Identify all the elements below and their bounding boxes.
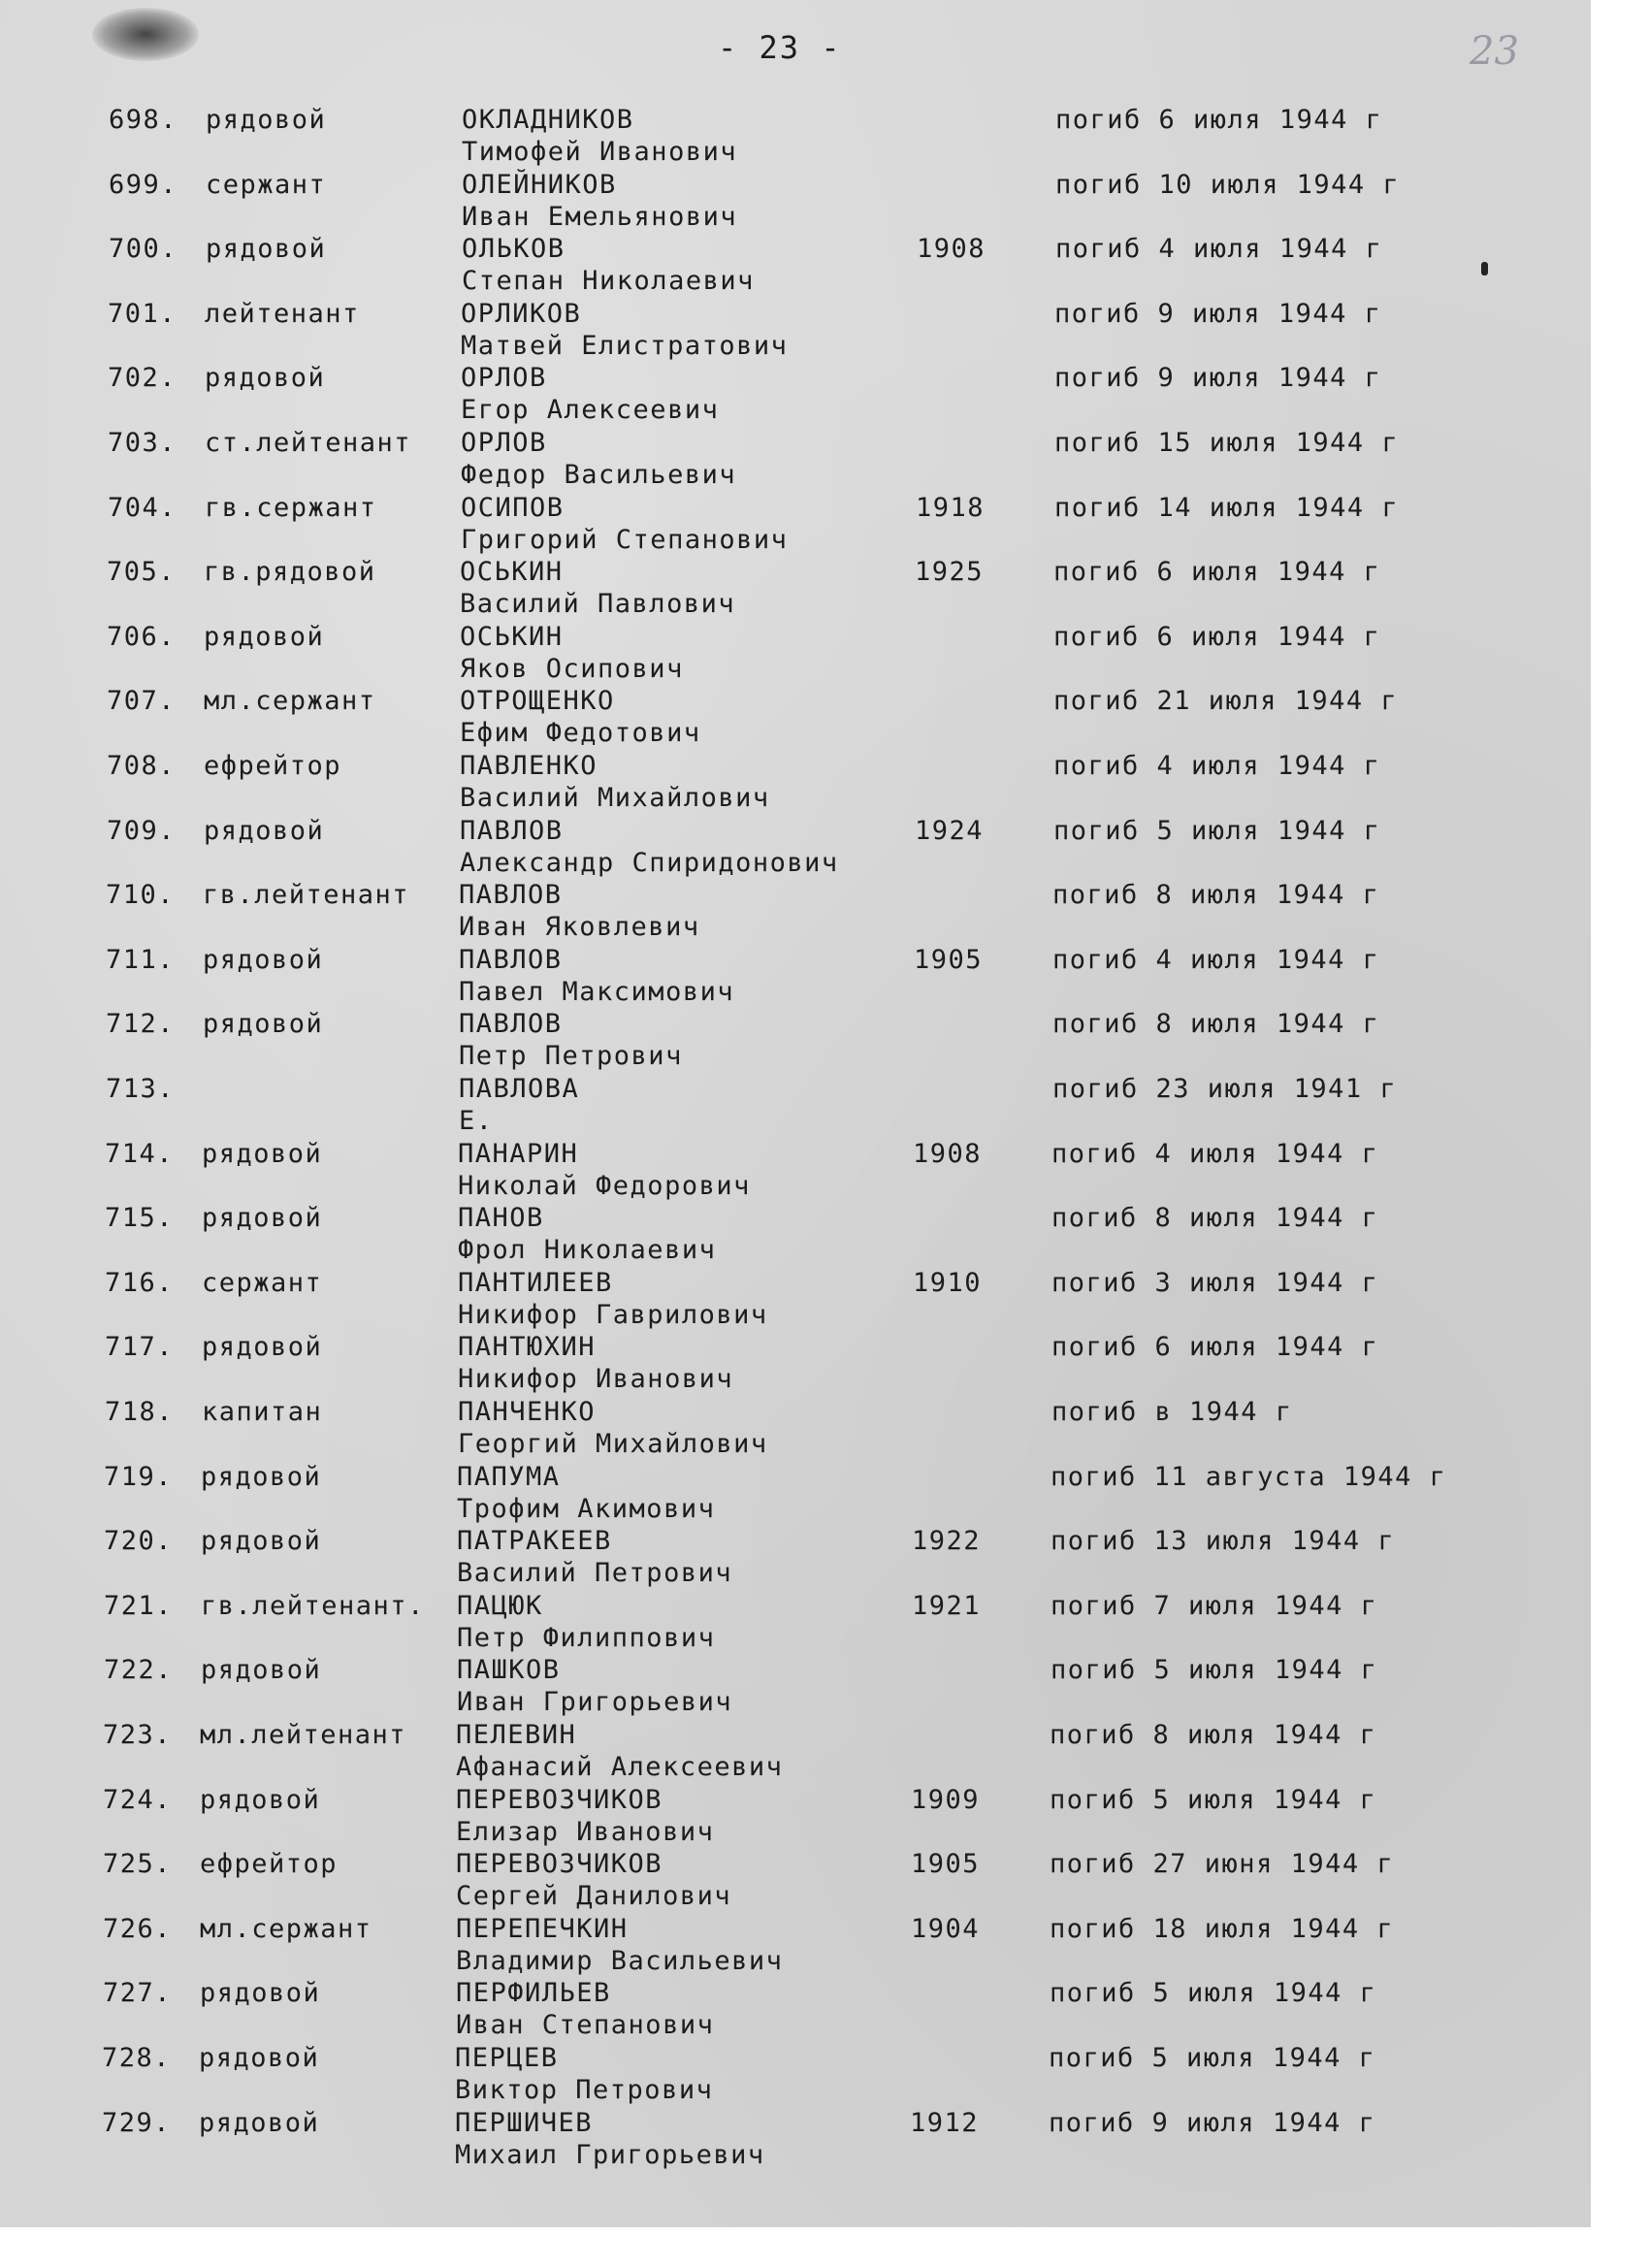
- list-item: [0, 751, 1589, 815]
- list-item: [0, 1526, 1586, 1590]
- list-item: [0, 1978, 1585, 2042]
- entry-birth-year: 1905: [911, 1849, 981, 1880]
- entry-surname: ОТРОЩЕНКО: [460, 686, 615, 717]
- entry-fate: погиб 6 июля 1944 г: [1051, 1332, 1379, 1363]
- page-number: - 23 -: [718, 29, 842, 66]
- entry-number: 711.: [106, 944, 176, 975]
- entry-birth-year: 1908: [917, 234, 986, 265]
- entry-rank: капитан: [202, 1397, 323, 1427]
- list-item: [0, 1720, 1585, 1784]
- entry-number: 703.: [108, 428, 178, 458]
- entry-number: 724.: [103, 1784, 173, 1815]
- entry-given-name: Фрол Николаевич: [458, 1235, 717, 1266]
- entry-given-name: Петр Филиппович: [457, 1622, 716, 1653]
- entry-rank: мл.лейтенант: [200, 1720, 407, 1750]
- list-item: [0, 945, 1588, 1009]
- entry-number: 702.: [108, 363, 178, 394]
- list-item: [0, 1074, 1588, 1138]
- entry-fate: погиб 18 июля 1944 г: [1050, 1913, 1395, 1944]
- entry-rank: гв.сержант: [205, 492, 377, 523]
- entry-fate: погиб в 1944 г: [1051, 1397, 1293, 1427]
- entry-number: 708.: [107, 751, 177, 781]
- list-item: [0, 1655, 1586, 1719]
- list-item: [0, 299, 1590, 363]
- list-item: [0, 2043, 1584, 2107]
- entry-birth-year: 1922: [912, 1526, 982, 1557]
- entry-number: 704.: [108, 492, 178, 523]
- entry-given-name: Никифор Гаврилович: [458, 1299, 768, 1330]
- entry-rank: рядовой: [202, 1203, 323, 1234]
- entry-fate: погиб 10 июля 1944 г: [1055, 169, 1401, 200]
- entry-given-name: Василий Павлович: [460, 589, 736, 620]
- entry-fate: погиб 5 июля 1944 г: [1049, 2043, 1376, 2073]
- entry-fate: погиб 6 июля 1944 г: [1053, 621, 1381, 652]
- entry-given-name: Григорий Степанович: [461, 524, 789, 555]
- entry-surname: ОСЬКИН: [460, 557, 564, 588]
- entry-fate: погиб 15 июля 1944 г: [1054, 428, 1400, 458]
- entry-given-name: Никифор Иванович: [458, 1364, 734, 1395]
- entry-fate: погиб 3 июля 1944 г: [1051, 1267, 1379, 1298]
- entry-surname: ПАНАРИН: [458, 1138, 579, 1169]
- entry-surname: ПАВЛЕНКО: [460, 751, 598, 781]
- entry-fate: погиб 6 июля 1944 г: [1053, 557, 1381, 588]
- list-item: [0, 1397, 1587, 1461]
- entry-rank: рядовой: [203, 944, 324, 975]
- entry-given-name: Иван Емельянович: [462, 201, 738, 232]
- entry-birth-year: 1910: [913, 1267, 983, 1298]
- entry-number: 729.: [102, 2107, 172, 2138]
- entry-birth-year: 1921: [912, 1590, 982, 1621]
- entry-fate: погиб 9 июля 1944 г: [1054, 298, 1382, 329]
- entry-rank: рядовой: [201, 1655, 322, 1686]
- entry-fate: погиб 7 июля 1944 г: [1051, 1590, 1378, 1621]
- entry-given-name: Елизар Иванович: [456, 1816, 715, 1847]
- entry-given-name: Е.: [459, 1106, 494, 1136]
- entry-number: 701.: [108, 298, 178, 329]
- entry-number: 700.: [109, 234, 178, 265]
- entry-rank: сержант: [202, 1267, 323, 1298]
- entry-given-name: Василий Петрович: [457, 1558, 733, 1589]
- entry-fate: погиб 5 июля 1944 г: [1051, 1655, 1378, 1686]
- entry-surname: ПАВЛОВ: [459, 944, 563, 975]
- entry-rank: гв.лейтенант.: [201, 1590, 425, 1621]
- entry-rank: рядовой: [199, 2043, 320, 2073]
- list-item: [0, 1268, 1587, 1332]
- entry-fate: погиб 21 июля 1944 г: [1053, 686, 1399, 717]
- entry-surname: ПАШКОВ: [457, 1655, 561, 1686]
- entry-surname: ПАВЛОВ: [459, 880, 563, 911]
- entry-rank: мл.сержант: [204, 686, 376, 717]
- entry-given-name: Иван Степанович: [456, 2010, 715, 2041]
- entry-rank: ефрейтор: [200, 1849, 339, 1880]
- entry-number: 715.: [105, 1203, 175, 1234]
- list-item: [0, 557, 1589, 621]
- entry-number: 714.: [105, 1138, 175, 1169]
- entry-rank: ст.лейтенант: [205, 428, 412, 458]
- list-item: [0, 1849, 1585, 1913]
- entry-surname: ОЛЕЙНИКОВ: [462, 169, 617, 200]
- entry-surname: ПЕРЕВОЗЧИКОВ: [456, 1784, 663, 1815]
- entry-given-name: Василий Михайлович: [460, 783, 770, 813]
- entry-given-name: Афанасий Алексеевич: [456, 1752, 784, 1782]
- entry-surname: ОРЛОВ: [461, 363, 547, 394]
- entry-rank: рядовой: [201, 1461, 322, 1492]
- entry-fate: погиб 9 июля 1944 г: [1054, 363, 1382, 394]
- list-item: [0, 816, 1589, 880]
- entry-rank: лейтенант: [205, 298, 360, 329]
- entry-birth-year: 1918: [916, 492, 986, 523]
- entry-surname: ПАТРАКЕЕВ: [457, 1526, 612, 1557]
- entry-birth-year: 1908: [913, 1138, 983, 1169]
- entry-fate: погиб 4 июля 1944 г: [1055, 234, 1383, 265]
- entry-number: 713.: [106, 1074, 176, 1104]
- entry-given-name: Сергей Данилович: [456, 1881, 732, 1912]
- entry-surname: ПЕРФИЛЬЕВ: [456, 1978, 611, 2009]
- entry-rank: рядовой: [202, 1332, 323, 1363]
- entry-rank: ефрейтор: [204, 751, 342, 781]
- entry-number: 710.: [106, 880, 176, 911]
- entry-given-name: Георгий Михайлович: [458, 1429, 768, 1459]
- entry-rank: рядовой: [201, 1526, 322, 1557]
- entry-rank: рядовой: [200, 1784, 321, 1815]
- entry-number: 698.: [109, 105, 178, 135]
- entry-surname: ПЕРЕВОЗЧИКОВ: [456, 1849, 663, 1880]
- entry-number: 699.: [109, 169, 178, 200]
- entry-rank: рядовой: [199, 2107, 320, 2138]
- entry-number: 727.: [103, 1978, 173, 2009]
- handwritten-page-number: 23: [1470, 29, 1519, 74]
- entry-fate: погиб 27 июня 1944 г: [1050, 1849, 1395, 1880]
- entry-number: 726.: [103, 1913, 173, 1944]
- entry-given-name: Степан Николаевич: [462, 266, 755, 297]
- entry-surname: ПАВЛОВА: [459, 1074, 580, 1104]
- entry-surname: ПАВЛОВ: [460, 815, 564, 846]
- entry-rank: рядовой: [202, 1138, 323, 1169]
- entry-fate: погиб 5 июля 1944 г: [1053, 815, 1381, 846]
- entry-number: 712.: [106, 1009, 176, 1040]
- entry-surname: ОСЬКИН: [460, 621, 564, 652]
- entry-fate: погиб 8 июля 1944 г: [1050, 1720, 1377, 1750]
- entry-rank: рядовой: [206, 234, 327, 265]
- entry-fate: погиб 8 июля 1944 г: [1051, 1203, 1379, 1234]
- entry-given-name: Виктор Петрович: [455, 2075, 714, 2105]
- entry-fate: погиб 6 июля 1944 г: [1055, 105, 1383, 135]
- entry-surname: ПАНЧЕНКО: [458, 1397, 597, 1427]
- entry-rank: гв.лейтенант: [203, 880, 410, 911]
- entry-fate: погиб 11 августа 1944 г: [1051, 1461, 1447, 1492]
- entry-given-name: Михаил Григорьевич: [455, 2139, 765, 2170]
- entry-number: 719.: [104, 1461, 174, 1492]
- entry-birth-year: 1904: [911, 1913, 981, 1944]
- entry-given-name: Владимир Васильевич: [456, 1945, 784, 1976]
- entry-given-name: Яков Осипович: [460, 653, 684, 684]
- entry-rank: рядовой: [206, 105, 327, 135]
- entry-fate: погиб 4 июля 1944 г: [1053, 751, 1381, 781]
- entry-rank: мл.сержант: [200, 1913, 372, 1944]
- entry-number: 707.: [107, 686, 177, 717]
- entry-given-name: Ефим Федотович: [460, 718, 701, 749]
- entry-number: 706.: [107, 621, 177, 652]
- list-item: [0, 363, 1590, 427]
- entry-number: 718.: [105, 1397, 175, 1427]
- entry-birth-year: 1924: [915, 815, 985, 846]
- entry-given-name: Павел Максимович: [459, 976, 735, 1007]
- list-item: [0, 686, 1589, 750]
- entry-surname: ПАНТЮХИН: [458, 1332, 597, 1363]
- entry-fate: погиб 9 июля 1944 г: [1049, 2107, 1376, 2138]
- entry-surname: ПАНТИЛЕЕВ: [458, 1267, 613, 1298]
- entry-number: 725.: [103, 1849, 173, 1880]
- entry-surname: ОКЛАДНИКОВ: [462, 105, 634, 135]
- entry-number: 723.: [103, 1720, 173, 1750]
- entry-fate: погиб 23 июля 1941 г: [1052, 1074, 1398, 1104]
- list-item: [0, 234, 1591, 298]
- entry-number: 728.: [102, 2043, 172, 2073]
- entry-rank: гв.рядовой: [204, 557, 376, 588]
- list-item: [0, 1009, 1588, 1073]
- entry-given-name: Петр Петрович: [459, 1041, 683, 1072]
- list-item: [0, 622, 1589, 686]
- entry-birth-year: 1905: [914, 944, 984, 975]
- list-item: [0, 2108, 1584, 2172]
- list-item: [0, 105, 1591, 169]
- entry-surname: ПАВЛОВ: [459, 1009, 563, 1040]
- list-item: [0, 428, 1590, 492]
- entry-birth-year: 1912: [910, 2107, 980, 2138]
- entry-surname: ПАПУМА: [457, 1461, 561, 1492]
- entry-rank: сержант: [206, 169, 327, 200]
- entry-number: 709.: [107, 815, 177, 846]
- entry-surname: ПЕРЕПЕЧКИН: [456, 1913, 629, 1944]
- entry-fate: погиб 4 июля 1944 г: [1052, 944, 1380, 975]
- entry-fate: погиб 5 июля 1944 г: [1050, 1978, 1377, 2009]
- entry-rank: рядовой: [200, 1978, 321, 2009]
- list-item: [0, 1462, 1586, 1526]
- list-item: [0, 493, 1590, 557]
- entry-surname: ПЕЛЕВИН: [456, 1720, 577, 1750]
- entry-fate: погиб 4 июля 1944 г: [1051, 1138, 1379, 1169]
- entry-given-name: Матвей Елистратович: [461, 330, 789, 361]
- entry-given-name: Трофим Акимович: [457, 1493, 716, 1524]
- entry-rank: рядовой: [204, 815, 325, 846]
- entry-fate: погиб 8 июля 1944 г: [1052, 1009, 1380, 1040]
- entry-surname: ОСИПОВ: [461, 492, 565, 523]
- entry-number: 722.: [104, 1655, 174, 1686]
- entry-number: 716.: [105, 1267, 175, 1298]
- entry-number: 721.: [104, 1590, 174, 1621]
- list-item: [0, 880, 1588, 944]
- entry-surname: ОРЛОВ: [461, 428, 547, 458]
- entry-number: 717.: [105, 1332, 175, 1363]
- entry-rank: рядовой: [203, 1009, 324, 1040]
- list-item: [0, 1785, 1585, 1849]
- list-item: [0, 1591, 1586, 1655]
- entry-surname: ПАЦЮК: [457, 1590, 543, 1621]
- list-item: [0, 1203, 1587, 1267]
- entry-given-name: Иван Яковлевич: [459, 912, 700, 943]
- entry-given-name: Иван Григорьевич: [457, 1687, 733, 1718]
- list-item: [0, 1139, 1587, 1203]
- entry-surname: ПЕРШИЧЕВ: [455, 2107, 594, 2138]
- entry-surname: ОРЛИКОВ: [461, 298, 582, 329]
- entry-given-name: Федор Васильевич: [461, 460, 737, 490]
- entry-surname: ОЛЬКОВ: [462, 234, 566, 265]
- entry-number: 705.: [107, 557, 177, 588]
- entry-given-name: Тимофей Иванович: [462, 137, 738, 167]
- entry-fate: погиб 14 июля 1944 г: [1054, 492, 1400, 523]
- entry-number: 720.: [104, 1526, 174, 1557]
- entry-given-name: Егор Алексеевич: [461, 395, 720, 426]
- entry-fate: погиб 5 июля 1944 г: [1050, 1784, 1377, 1815]
- list-item: [0, 1914, 1585, 1978]
- entry-surname: ПЕРЦЕВ: [455, 2043, 559, 2073]
- entry-rank: рядовой: [205, 363, 326, 394]
- entry-given-name: Александр Спиридонович: [460, 847, 839, 878]
- entry-rank: рядовой: [204, 621, 325, 652]
- list-item: [0, 170, 1591, 234]
- entry-fate: погиб 8 июля 1944 г: [1052, 880, 1380, 911]
- entry-birth-year: 1925: [915, 557, 985, 588]
- entry-surname: ПАНОВ: [458, 1203, 544, 1234]
- entry-fate: погиб 13 июля 1944 г: [1051, 1526, 1396, 1557]
- list-item: [0, 1332, 1587, 1396]
- entry-given-name: Николай Федорович: [458, 1170, 751, 1201]
- entry-birth-year: 1909: [911, 1784, 981, 1815]
